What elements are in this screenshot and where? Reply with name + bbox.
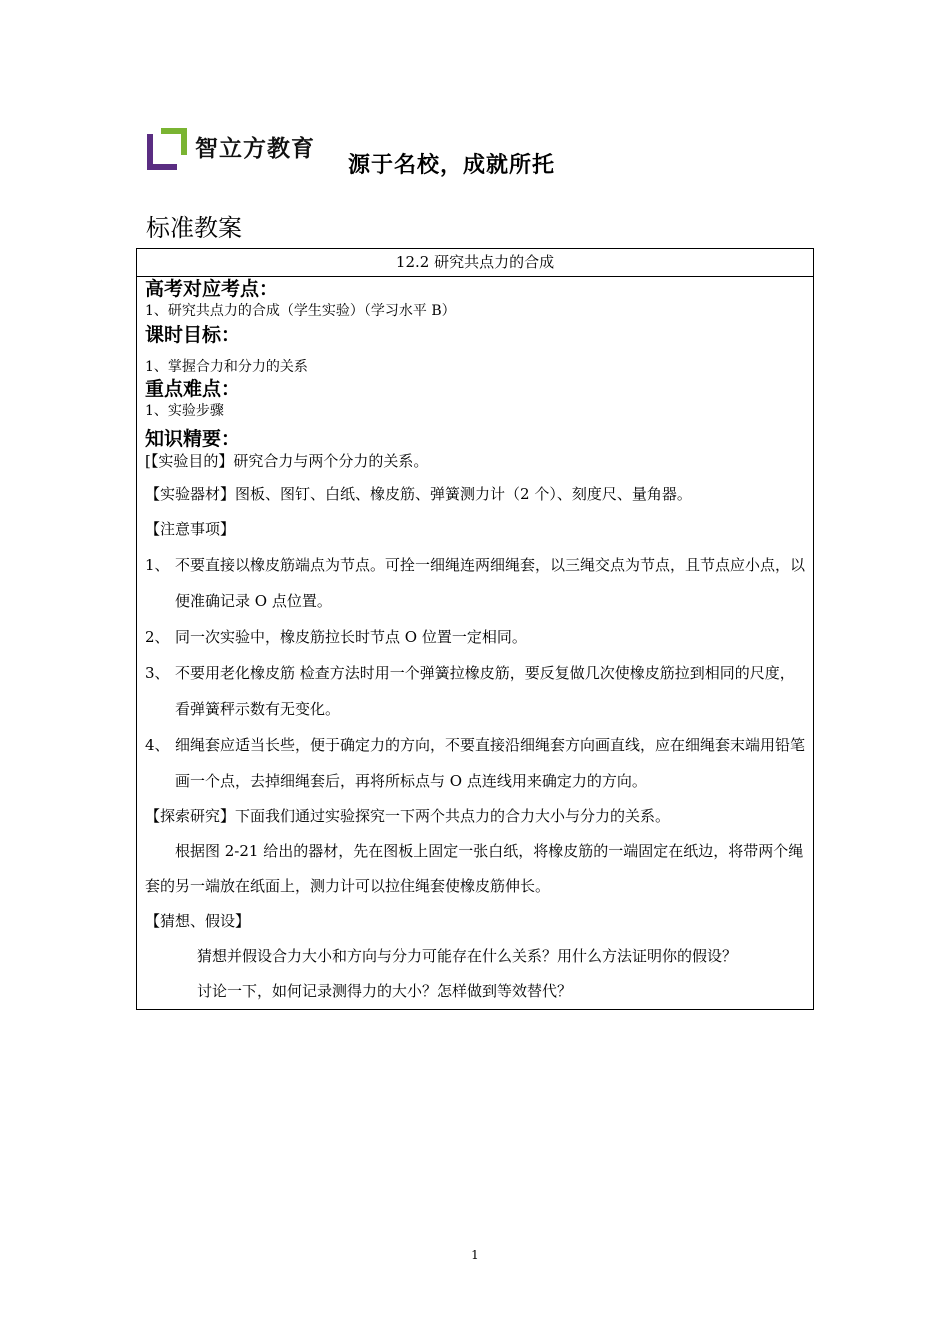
- explore-text: 根据图 2-21 给出的器材，先在图板上固定一张白纸，将橡皮筋的一端固定在纸边，将带两个绳套的另一端放在纸面上，测力计可以拉住绳套使橡皮筋伸长。: [145, 842, 804, 895]
- doc-type-title: 标准教案: [146, 214, 242, 242]
- slogan: 源于名校，成就所托: [348, 153, 556, 178]
- lesson-title: 12.2 研究共点力的合成: [137, 249, 813, 277]
- note-text: 不要直接以橡皮筋端点为节点。可拴一细绳连两细绳套，以三绳交点为节点，且节点应小点，以便准确记录 O 点位置。: [175, 556, 806, 610]
- key-points-heading: 重点难点：: [145, 378, 241, 400]
- note-number: 4、: [145, 736, 170, 754]
- note-number: 2、: [145, 628, 170, 646]
- key-points-text: 1、实验步骤: [145, 403, 224, 419]
- hypothesis-text-2: 讨论一下，如何记录测得力的大小？怎样做到等效替代？: [197, 982, 573, 1000]
- note-text: 细绳套应适当长些，便于确定力的方向，不要直接沿细绳套方向画直线，应在细绳套末端用铅笔画一个点，去掉细绳套后，再将所标点与 O 点连线用来确定力的方向。: [175, 736, 806, 790]
- note-item: [145, 547, 805, 619]
- purpose-text: [【实验目的】研究合力与两个分力的关系。: [145, 452, 429, 470]
- cube-logo-icon: [147, 126, 189, 170]
- hypothesis-heading: 【猜想、假设】: [145, 912, 251, 930]
- lesson-table: [136, 248, 814, 1010]
- brand-logo: [147, 126, 317, 174]
- note-item: [145, 619, 805, 655]
- exam-points-text: 1、研究共点力的合成（学生实验）（学习水平 B）: [145, 303, 456, 319]
- note-number: 1、: [145, 556, 170, 574]
- hypothesis-text-1: 猜想并假设合力大小和方向与分力可能存在什么关系？用什么方法证明你的假设？: [197, 947, 738, 965]
- note-number: 3、: [145, 664, 170, 682]
- knowledge-heading: 知识精要：: [145, 428, 241, 450]
- explore-heading: 【探索研究】下面我们通过实验探究一下两个共点力的合力大小与分力的关系。: [145, 807, 671, 825]
- note-text: 不要用老化橡皮筋 检查方法时用一个弹簧拉橡皮筋，要反复做几次使橡皮筋拉到相同的尺度，看弹簧秤示数有无变化。: [175, 664, 795, 718]
- page-number: 1: [471, 1248, 479, 1262]
- lesson-content: [137, 277, 813, 1009]
- materials-text: 【实验器材】图板、图钉、白纸、橡皮筋、弹簧测力计（2 个）、刻度尺、量角器。: [145, 485, 692, 503]
- note-item: [145, 727, 805, 799]
- brand-name: 智立方教育: [195, 136, 315, 162]
- notes-heading: 【注意事项】: [145, 520, 236, 538]
- note-item: [145, 655, 805, 727]
- objectives-heading: 课时目标：: [145, 324, 241, 346]
- objectives-text: 1、掌握合力和分力的关系: [145, 359, 308, 375]
- exam-points-heading: 高考对应考点：: [145, 278, 279, 300]
- note-text: 同一次实验中，橡皮筋拉长时节点 O 位置一定相同。: [175, 628, 527, 646]
